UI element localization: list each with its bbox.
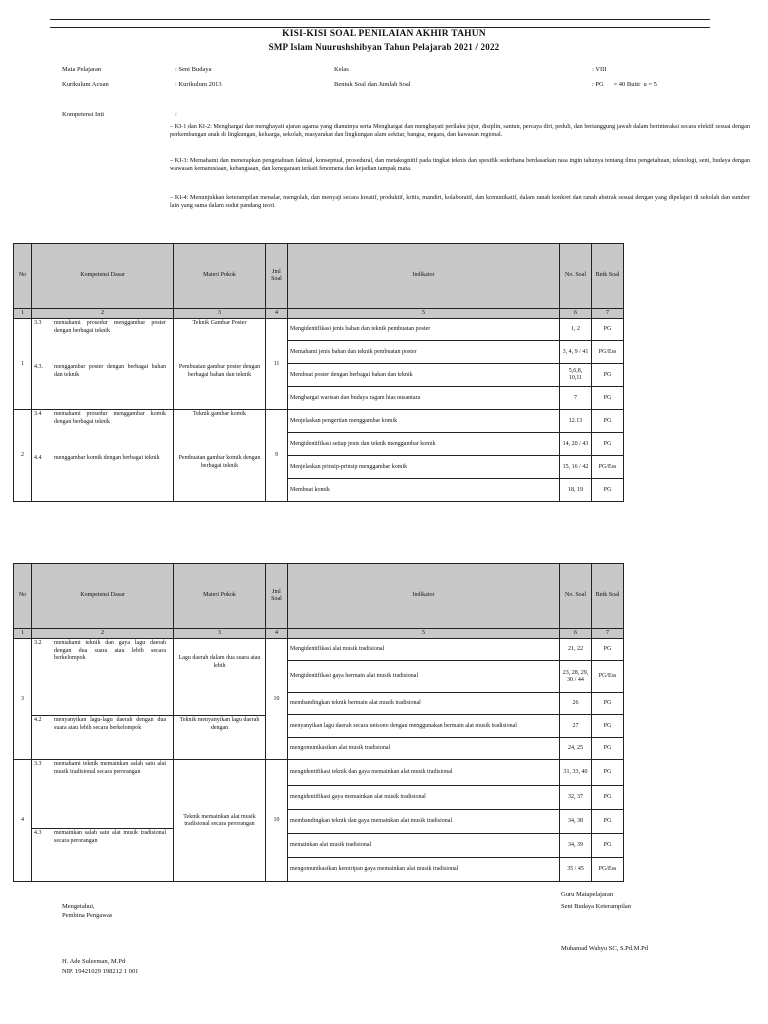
indikator: Menjelaskan prinsip-prinsip menggambar komik <box>288 456 560 479</box>
sign-right-line2: Seni Budaya Keterampilan <box>561 903 632 910</box>
indikator: mengomunikasikan kemiripan gaya memainkan alat musik tradisional <box>288 858 560 882</box>
no-soal: 32, 37 <box>560 786 592 810</box>
kd-number: 4.2 <box>34 717 42 724</box>
kd-number: 4.3. <box>34 364 43 371</box>
bentuk-soal: PG <box>592 479 624 502</box>
indikator: menyanyikan lagu daerah secara unisono dengan menggunakan bermain alat musik tradisional <box>288 715 560 738</box>
no-soal: 7 <box>560 387 592 410</box>
col-num: 7 <box>592 629 624 639</box>
materi-text: Teknik gambar komik <box>193 411 246 418</box>
indikator: Menjelaskan pengertian menggambar komik <box>288 410 560 433</box>
no-soal: 14, 20 / 43 <box>560 433 592 456</box>
bentuk-soal-label: Bentuk Soal dan Jumlah Soal <box>334 81 411 88</box>
col-num: 5 <box>288 629 560 639</box>
row-no: 4 <box>14 760 32 882</box>
ki-3-text: – KI-3: Memahami dan menerapkan pengetahuan faktual, konseptual, prosedural, dan metakognitif pada tingkat teknis dan spesifik sederhana berdasarkan rasa ingin tahunya tentang ilmu pengetahuan, teknologi, seni, budaya dengan wawasan kemanusiaan, kebangsaan, dan kenegaraan terkait fenomena dan kejadian tampak mata. <box>170 157 750 173</box>
kd-text: menggambar komik dengan berbagai teknik <box>54 455 160 462</box>
header-jml-soal: Jml Soal <box>266 244 288 309</box>
bentuk-soal: PG <box>592 786 624 810</box>
bentuk-soal: PG <box>592 433 624 456</box>
header-no: No <box>14 564 32 629</box>
bentuk-soal: PG <box>592 364 624 387</box>
sign-right-name: Muhamad Wahyu SC, S.Pd.M.Pd <box>561 945 648 952</box>
kisi-table-2 <box>13 563 624 882</box>
kd-number: 3.2 <box>34 640 42 647</box>
kd-text: menyanyikan lagu-lagu daerah dengan dua suara atau lebih secara berkelompok <box>54 717 166 731</box>
no-soal: 34, 39 <box>560 834 592 858</box>
col-num: 2 <box>32 629 174 639</box>
bentuk-soal: PG <box>592 319 624 341</box>
col-num: 7 <box>592 309 624 319</box>
bentuk-soal-value: : PG = 40 Butir u = 5 <box>592 81 657 88</box>
sign-left-line1: Mengetahui, <box>62 903 95 910</box>
header-indikator: Indikator <box>288 564 560 629</box>
kisi-table-1 <box>13 243 624 502</box>
indikator: Mengidentifikasi gaya bermain alat musik tradisional <box>288 661 560 693</box>
materi-text: Teknik menyanyikan lagu daerah dengan <box>174 715 265 733</box>
col-num: 1 <box>14 309 32 319</box>
col-num: 6 <box>560 629 592 639</box>
bentuk-soal: PG/Ess <box>592 456 624 479</box>
materi-cell <box>174 639 266 760</box>
indikator: Memahami jenis bahan dan teknik pembuatan poster <box>288 341 560 364</box>
top-rule-2 <box>50 27 710 28</box>
kd-text: memainkan salah satu alat musik tradisional secara perorangan <box>54 830 166 844</box>
kd-cell <box>32 410 174 502</box>
no-soal: 21, 22 <box>560 639 592 661</box>
header-no-soal: No. Soal <box>560 244 592 309</box>
ki-colon: : <box>175 111 177 118</box>
kd-number: 4.3 <box>34 830 42 837</box>
header-kompetensi-dasar: Kompetensi Dasar <box>32 564 174 629</box>
header-materi-pokok: Materi Pokok <box>174 244 266 309</box>
no-soal: 35 / 45 <box>560 858 592 882</box>
materi-text: Teknik Gambar Poster <box>192 320 247 327</box>
header-jml-soal: Jml Soal <box>266 564 288 629</box>
row-no: 3 <box>14 639 32 760</box>
mapel-label: Mata Pelajaran <box>62 66 102 73</box>
header-materi-pokok: Materi Pokok <box>174 564 266 629</box>
indikator: Membuat poster dengan berbagai bahan dan teknik <box>288 364 560 387</box>
indikator: memainkan alat musik tradisional <box>288 834 560 858</box>
bentuk-soal: PG <box>592 715 624 738</box>
indikator: Menghargai warisan dan budaya ragam hias nusantara <box>288 387 560 410</box>
col-num: 4 <box>266 309 288 319</box>
mapel-value: : Seni Budaya <box>175 66 212 73</box>
sign-left-line2: Pembina Pengawas <box>62 912 113 919</box>
bentuk-soal: PG/Ess <box>592 661 624 693</box>
jml-soal: 10 <box>266 760 288 882</box>
row-no: 2 <box>14 410 32 502</box>
no-soal: 24, 25 <box>560 738 592 760</box>
col-num: 5 <box>288 309 560 319</box>
header-bentuk-soal: Bntk Soal <box>592 244 624 309</box>
header-no-soal: No. Soal <box>560 564 592 629</box>
kd-number: 4.4 <box>34 455 42 462</box>
bentuk-soal: PG <box>592 760 624 786</box>
header-bentuk-soal: Bntk Soal <box>592 564 624 629</box>
kd-text: menggambar poster dengan berbagai bahan dan teknik <box>54 364 166 378</box>
no-soal: 12.13 <box>560 410 592 433</box>
bentuk-soal: PG <box>592 410 624 433</box>
row-no: 1 <box>14 319 32 410</box>
no-soal: 3, 4, 9 / 41 <box>560 341 592 364</box>
materi-cell <box>174 410 266 502</box>
bentuk-soal: PG <box>592 387 624 410</box>
jml-soal: 11 <box>266 319 288 410</box>
col-num: 1 <box>14 629 32 639</box>
indikator: Mengidentifikasi alat musik tradisional <box>288 639 560 661</box>
kd-cell <box>32 639 174 760</box>
indikator: Mengidentifikasi setiap jenis dan teknik menggambar komik <box>288 433 560 456</box>
jml-soal: 10 <box>266 639 288 760</box>
bentuk-soal: PG/Ess <box>592 858 624 882</box>
kelas-value: : VIII <box>592 66 607 73</box>
no-soal: 15, 16 / 42 <box>560 456 592 479</box>
col-num: 4 <box>266 629 288 639</box>
kd-number: 3.3 <box>34 761 42 768</box>
indikator: mengidentifikasi gaya memainkan alat musik tradisional <box>288 786 560 810</box>
kd-text: memahami prosedur menggambar komik dengan berbagai teknik <box>54 411 166 425</box>
bentuk-soal: PG <box>592 639 624 661</box>
kurikulum-value: : Kurikulum 2013 <box>175 81 222 88</box>
kd-text: memahami prosedur menggambar poster dengan berbagai teknik <box>54 320 166 334</box>
kd-cell <box>32 319 174 410</box>
sign-left-nip: NIP. 19421029 198212 1 001 <box>62 968 139 975</box>
indikator: mengomunikasikan alat musik tradisional <box>288 738 560 760</box>
col-num: 6 <box>560 309 592 319</box>
sign-right-line1: Guru Matapelajaran <box>561 891 614 898</box>
bentuk-soal: PG <box>592 738 624 760</box>
col-num: 2 <box>32 309 174 319</box>
header-kompetensi-dasar: Kompetensi Dasar <box>32 244 174 309</box>
indikator: membandingkan teknik bermain alat musik tradisional <box>288 693 560 715</box>
indikator: mengidentifikasi teknik dan gaya memainkan alat musik tradisional <box>288 760 560 786</box>
bentuk-soal: PG/Ess <box>592 341 624 364</box>
no-soal: 31, 33, 40 <box>560 760 592 786</box>
kurikulum-label: Kurikulum Acuan <box>62 81 109 88</box>
indikator: Mengidentifikasi jenis bahan dan teknik pembuatan poster <box>288 319 560 341</box>
ki-4-text: – KI-4: Menunjukkan keterampilan menalar, mengolah, dan menyaji secara kreatif, produktif, kritis, mandiri, kolaboratif, dan komunikatif, dalam ranah konkret dan ranah abstrak sesuai dengan yang dipelajari di sekolah dan sumber lain yang sama dalam sudut pandang teori. <box>170 194 750 210</box>
col-num: 3 <box>174 309 266 319</box>
ki-label: Kompetensi Inti <box>62 111 105 118</box>
kd-number: 3.4 <box>34 411 42 418</box>
no-soal: 27 <box>560 715 592 738</box>
no-soal: 26 <box>560 693 592 715</box>
col-num: 3 <box>174 629 266 639</box>
materi-text: Pembuatan gambar komik dengan berbagai teknik <box>178 455 261 469</box>
no-soal: 18, 19 <box>560 479 592 502</box>
kd-cell <box>32 760 174 882</box>
materi-cell <box>174 319 266 410</box>
header-indikator: Indikator <box>288 244 560 309</box>
no-soal: 5,6,8, 10,11 <box>560 364 592 387</box>
bentuk-soal: PG <box>592 834 624 858</box>
kd-text: memahami teknik dan gaya lagu daerah dengan dua suara atau lebih secara berkelompok <box>54 640 166 662</box>
bentuk-soal: PG <box>592 810 624 834</box>
document-subtitle: SMP Islam Nuurushshibyan Tahun Pelajarab 2021 / 2022 <box>268 42 500 52</box>
no-soal: 34, 38 <box>560 810 592 834</box>
kelas-label: Kelas <box>334 66 349 73</box>
bentuk-soal: PG <box>592 693 624 715</box>
materi-text: Teknik memainkan alat musik tradisional secara perorangan <box>174 760 266 882</box>
no-soal: 23, 28, 29, 30 / 44 <box>560 661 592 693</box>
sign-left-name: H. Ade Suleeman, M.Pd <box>62 958 126 965</box>
materi-text: Pembuatan gambar poster dengan berbagai bahan dan teknik <box>178 364 261 378</box>
kd-text: memahami teknik memainkan salah satu alat musik tradisional secara perorangan <box>54 761 166 775</box>
materi-text: Lagu daerah dalam dua suara atau lebih <box>178 655 261 669</box>
indikator: membandingkan teknik dan gaya memainkan alat musik tradisional <box>288 810 560 834</box>
header-no: No <box>14 244 32 309</box>
no-soal: 1, 2 <box>560 319 592 341</box>
top-rule-1 <box>50 19 710 20</box>
kd-number: 3.3 <box>34 320 42 327</box>
document-title: KISI-KISI SOAL PENILAIAN AKHIR TAHUN <box>282 29 486 39</box>
jml-soal: 9 <box>266 410 288 502</box>
indikator: Membuat komik <box>288 479 560 502</box>
ki-1-2-text: – KI-1 dan KI-2: Menghargai dan menghayati ajaran agama yang dianutnya serta Menghargai dan menghayati perilaku jujur, disiplin, santun, percaya diri, peduli, dan bertanggung jawab dalam berinteraksi secara efektif sesuai dengan perkembangan anak di lingkungan, keluarga, sekolah, masyarakat dan lingkungan alam sekitar, bangsa, negara, dan kawasan regional. <box>170 123 750 139</box>
